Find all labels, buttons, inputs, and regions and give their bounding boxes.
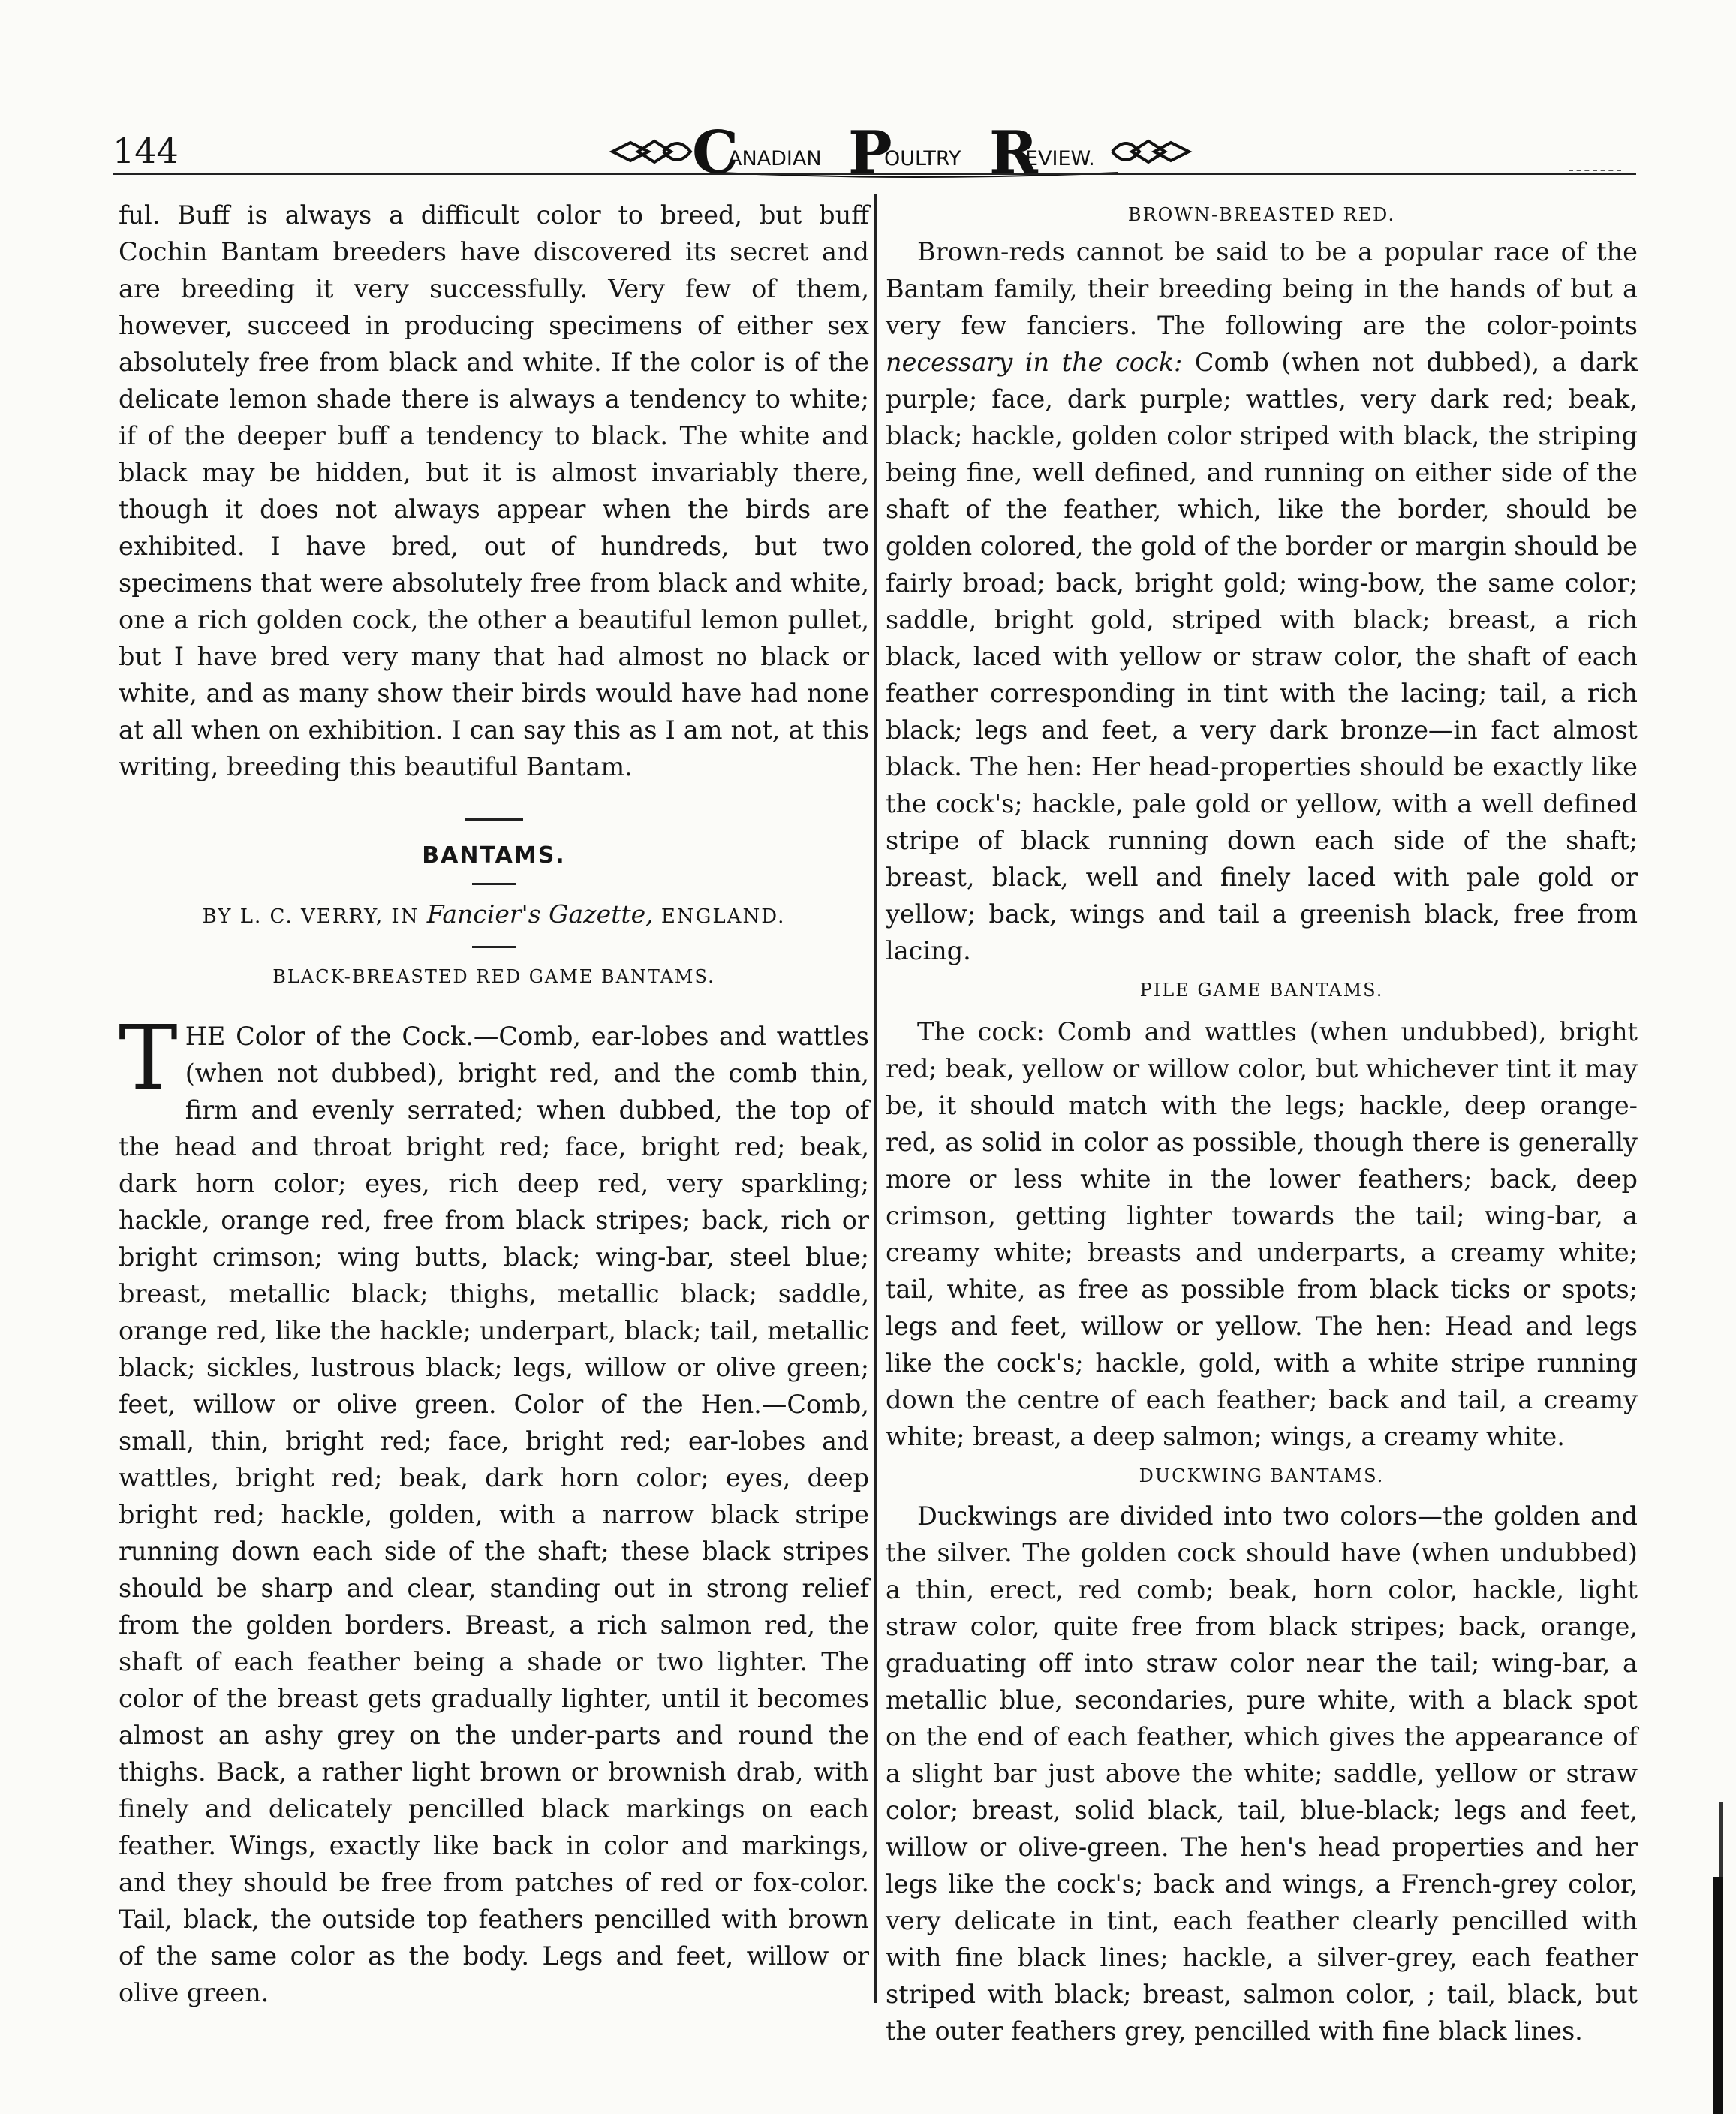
drop-cap: T xyxy=(119,1006,178,1110)
section-body-duckwing: Duckwings are divided into two colors—the golden and the silver. The golden cock should have (when undubbed) a thin, erect, red comb; beak, horn color, hackle, light straw color, quite free from black stripes; back, orange, graduating off into straw color near the tail; wing-bar, a metallic blue, secondaries, pure white, with a black spot on the end of each feather, which gives the appearance of a slight bar just above the white; saddle, yellow or straw color; breast, solid black, tail, blue-black; legs and feet, willow or olive-green. The hen's head properties and her legs like the cock's; back and wings, a French-grey color, very delicate in tint, each feather clearly pencilled with with fine black lines; hackle, a silver-grey, each feather striped with black; breast, salmon color, ; tail, black, but the outer feathers grey, pencilled with fine black lines. xyxy=(886,1501,1638,2046)
section-body-black-breasted-red xyxy=(119,1006,869,2011)
binding-edge-mark xyxy=(1719,1802,1723,1877)
section-title-pile-game: PILE GAME BANTAMS. xyxy=(1139,980,1384,1001)
byline-suffix: ENGLAND. xyxy=(660,905,786,928)
masthead-title xyxy=(608,113,1193,188)
masthead-initial-1: C xyxy=(692,119,739,187)
masthead-initial-3: R xyxy=(989,119,1038,187)
section-title-black-breasted-red: BLACK-BREASTED RED GAME BANTAMS. xyxy=(272,966,715,987)
section-intro-text: Brown-reds cannot be said to be a popular race of the Bantam family, their breeding being in the hands of but a very few fanciers. The following are the color-points xyxy=(886,237,1638,340)
masthead-word-1: ANADIAN xyxy=(728,147,822,170)
masthead-word-2: OULTRY xyxy=(884,147,961,170)
left-column xyxy=(119,197,869,2011)
article-title: BANTAMS. xyxy=(422,842,566,869)
byline-source: Fancier's Gazette, xyxy=(426,899,654,929)
section-body-brown-breasted-red xyxy=(886,233,1638,969)
header-rule xyxy=(113,173,1636,175)
header-rule-tail xyxy=(1569,170,1621,171)
masthead-initial-2: P xyxy=(848,119,892,187)
section-italic-text: necessary in the cock: xyxy=(886,348,1183,377)
article-byline xyxy=(119,896,869,935)
section-body-pile-game: The cock: Comb and wattles (when undubbed), bright red; beak, yellow or willow color, but whichever tint it may be, it should match with the legs; hackle, deep orange-red, as solid in color as possible, though there is generally more or less white in the lower feathers; back, deep crimson, getting lighter towards the tail; wing-bar, a creamy white; breasts and underparts, a creamy white; tail, white, as free as possible from black ticks or spots; legs and feet, willow or yellow. The hen: Head and legs like the cock's; hackle, gold, with a white stripe running down the centre of each feather; back and tail, a creamy white; breast, a deep salmon; wings, a creamy white. xyxy=(886,1017,1638,1451)
binding-edge xyxy=(1713,1877,1723,2114)
left-ornament-icon xyxy=(612,141,690,162)
right-ornament-icon xyxy=(1112,141,1189,162)
page-number: 144 xyxy=(113,131,179,171)
continued-paragraph: ful. Buff is always a difficult color to breed, but buff Cochin Bantam breeders have discovered its secret and are breeding it very successfully. Very few of them, however, succeed in producing specimens of either sex absolutely free from black and white. If the color is of the delicate lemon shade there is always a tendency to white; if of the deeper buff a tendency to black. The white and black may be hidden, but it is almost invariably there, though it does not always appear when the birds are exhibited. I have bred, out of hundreds, but two specimens that were absolutely free from black and white, one a rich golden cock, the other a beautiful lemon pullet, but I have bred very many that had almost no black or white, and as many show their birds would have had none at all when on exhibition. I can say this as I am not, at this writing, breeding this beautiful Bantam. xyxy=(119,200,869,781)
section-title-duckwing: DUCKWING BANTAMS. xyxy=(1139,1465,1385,1486)
column-divider xyxy=(874,194,877,2003)
section-body-text: Comb (when not dubbed), a dark purple; face, dark purple; wattles, very dark red; beak, black; hackle, golden color striped with black, the striping being fine, well defined, and running on either side of the shaft of the feather, which, like the border, should be golden colored, the gold of the border or margin should be fairly broad; back, bright gold; wing-bow, the same color; saddle, bright gold, striped with black; breast, a rich black, laced with yellow or straw color, the shaft of each feather corresponding in tint with the lacing; tail, a rich black; legs and feet, a very dark bronze—in fact almost black. The hen: Her head-properties should be exactly like the cock's; hackle, pale gold or yellow, with a well defined stripe of black running down each side of the shaft; breast, black, well and finely laced with pale gold or yellow; back, wings and tail a greenish black, free from lacing. xyxy=(886,348,1638,965)
masthead-word-3: EVIEW. xyxy=(1025,147,1095,170)
section-title-brown-breasted-red: BROWN-BREASTED RED. xyxy=(1127,204,1396,225)
section-body-text: HE Color of the Cock.—Comb, ear-lobes and wattles (when not dubbed), bright red, and the comb thin, firm and evenly serrated; when dubbed, the top of the head and throat bright red; face, bright red; beak, dark horn color; eyes, rich deep red, very sparkling; hackle, orange red, free from black stripes; back, rich or bright crimson; wing butts, black; wing-bar, steel blue; breast, metallic black; thighs, metallic black; saddle, orange red, like the hackle; underpart, black; tail, metallic black; sickles, lustrous black; legs, willow or olive green; feet, willow or olive green. Color of the Hen.—Comb, small, thin, bright red; face, bright red; ear-lobes and wattles, bright red; beak, dark horn color; eyes, deep bright red; hackle, golden, with a narrow black stripe running down each side of the shaft; these black stripes should be sharp and clear, standing out in strong relief from the golden borders. Breast, a rich salmon red, the shaft of each feather being a shade or two lighter. The color of the breast gets gradually lighter, until it becomes almost an ashy grey on the under-parts and round the thighs. Back, a rather light brown or brownish drab, with finely and delicately pencilled black markings on each feather. Wings, exactly like back in color and markings, and they should be free from patches of red or fox-color. Tail, black, the outside top feathers pencilled with brown of the same color as the body. Legs and feet, willow or olive green. xyxy=(119,1022,869,2007)
byline-prefix: BY L. C. VERRY, IN xyxy=(202,905,420,928)
right-column xyxy=(886,197,1638,2049)
